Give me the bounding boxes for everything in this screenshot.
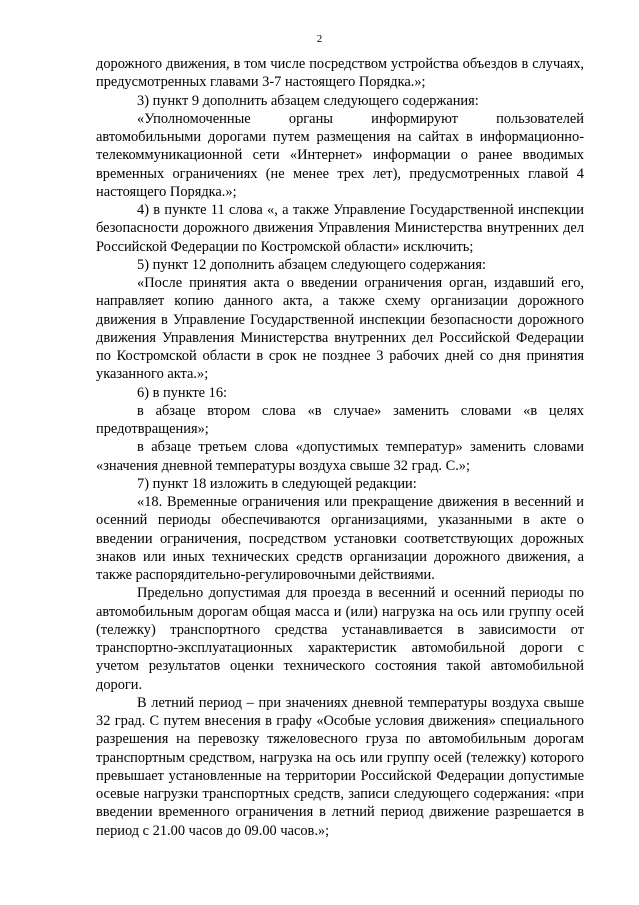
paragraph-item-7-summer: В летний период – при значениях дневной температуры воздуха свыше 32 град. С путем внесения в графу «Особые условия движения» специального разрешения на перевозку тяжеловесного груза по автомобильным дорогам транспортным средством, нагрузка на ось или группу осей (тележку) которого превышает установленные на территории Российской Федерации допустимые осевые нагрузки транспортных средств, записи следующего содержания: «при введении временного ограничения в летний период движение разрешается в период с 21.00 часов до 09.00 часов.»; [96, 694, 584, 839]
paragraph-item-5-text: «После принятия акта о введении ограничения орган, издавший его, направляет копию данного акта, а также схему организации дорожного движения в Управление Государственной инспекции безопасности дорожного движения Управления Министерства внутренних дел Российской Федерации по Костромской области в срок не позднее 3 рабочих дней со дня принятия указанного акта.»; [96, 275, 584, 383]
paragraph-item-7: 7) пункт 18 изложить в следующей редакции: [137, 475, 417, 492]
paragraph-item-6-sub-1: в абзаце втором слова «в случае» заменить словами «в целях предотвращения»; [96, 402, 584, 437]
paragraph-item-7-clause-18: «18. Временные ограничения или прекращение движения в весенний и осенний периоды обеспечиваются организациями, указанными в акте о введении ограничения, посредством установки соответствующих дорожных знаков или иных технических средств организации дорожного движения, а также распорядительно-регулировочными действиями. [96, 494, 584, 583]
paragraph-item-6-sub-2: в абзаце третьем слова «допустимых температур» заменить словами «значения дневной температуры воздуха свыше 32 град. С.»; [96, 439, 584, 474]
document-body [96, 55, 584, 840]
paragraph-item-4: 4) в пункте 11 слова «, а также Управление Государственной инспекции безопасности дорожного движения Управления Министерства внутренних дел Российской Федерации по Костромской области» исключить; [96, 202, 584, 255]
paragraph-item-7-spring-autumn: Предельно допустимая для проезда в весенний и осенний периоды по автомобильным дорогам общая масса и (или) нагрузка на ось или группу осей (тележку) транспортного средства устанавливается в зависимости от транспортно-эксплуатационных характеристик автомобильной дороги с учетом результатов оценки технического состояния такой автомобильной дороги. [96, 585, 584, 693]
paragraph-item-6: 6) в пункте 16: [137, 384, 228, 401]
page-number: 2 [316, 33, 323, 45]
paragraph-continuation: дорожного движения, в том числе посредством устройства объездов в случаях, предусмотренных главами 3-7 настоящего Порядка.»; [96, 56, 584, 91]
paragraph-item-3: 3) пункт 9 дополнить абзацем следующего содержания: [137, 92, 479, 109]
paragraph-item-3-text: «Уполномоченные органы информируют пользователей автомобильными дорогами путем размещения на сайтах в информационно-телекоммуникационной сети «Интернет» информации о ранее вводимых временных ограничениях (не менее трех лет), предусмотренных главой 4 настоящего Порядка.»; [96, 110, 584, 200]
paragraph-item-5: 5) пункт 12 дополнить абзацем следующего содержания: [137, 256, 486, 273]
